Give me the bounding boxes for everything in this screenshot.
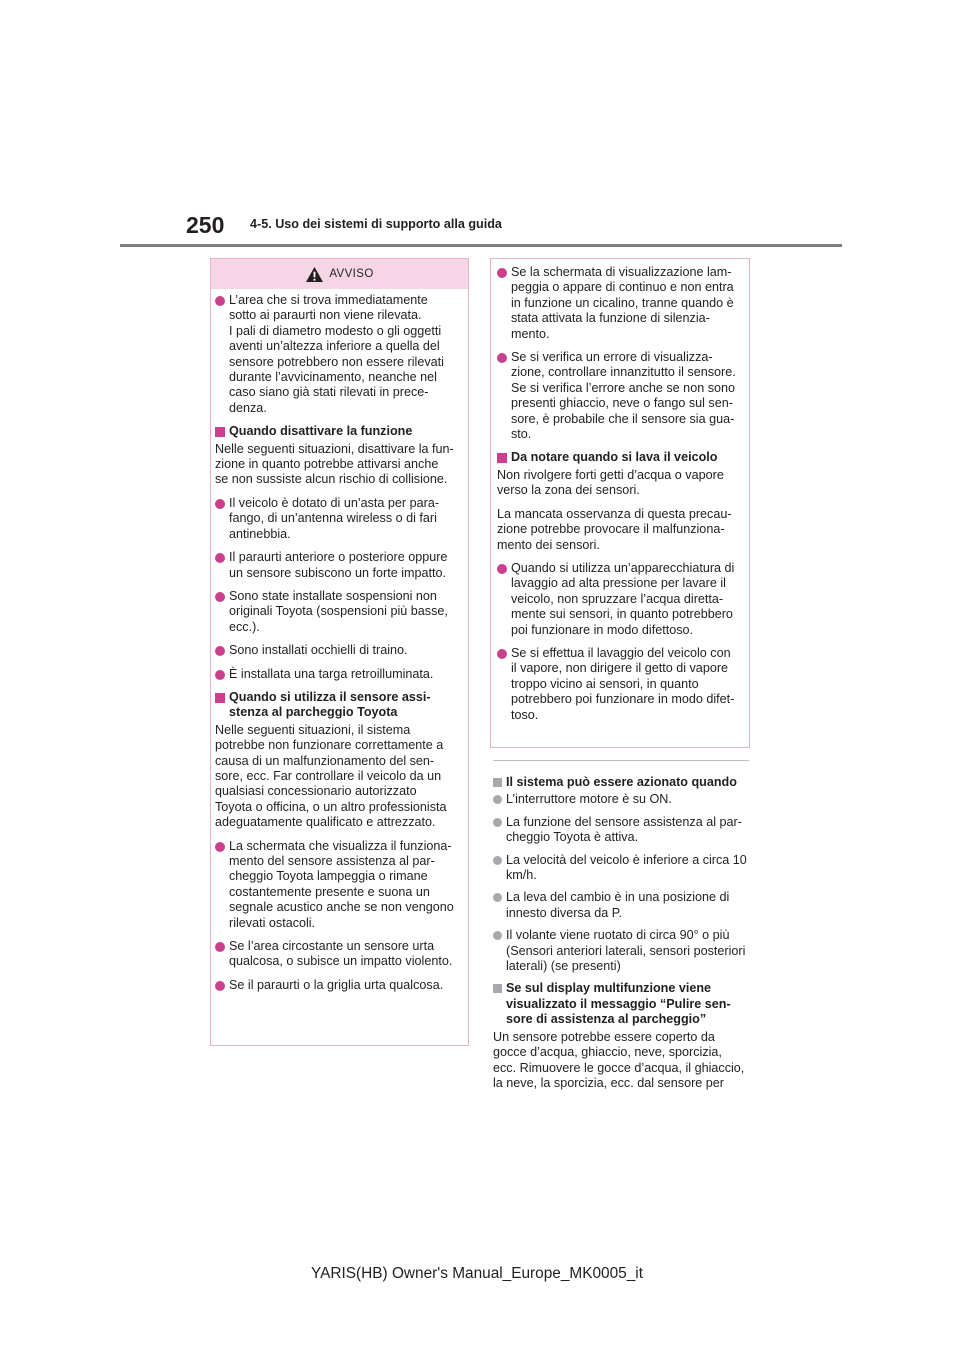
- bullet-item: [493, 890, 755, 921]
- text-line: ecc.).: [229, 619, 260, 634]
- text-line: peggia o appare di continuo e non entra: [511, 280, 734, 295]
- text-line: innesto diversa da P.: [506, 905, 622, 920]
- section-divider: [493, 760, 749, 761]
- body-text: [493, 775, 755, 1099]
- text-line: mento dei sensori.: [497, 537, 600, 552]
- square-bullet-icon: [215, 427, 225, 437]
- text-line: Il veicolo è dotato di un’asta per para-: [229, 495, 440, 510]
- text-line: Sono installati occhielli di traino.: [229, 643, 408, 658]
- header-rule: [120, 244, 842, 247]
- bullet-dot-icon: [497, 353, 507, 363]
- text-line: lavaggio ad alta pressione per lavare il: [511, 576, 726, 591]
- text-line: La velocità del veicolo è inferiore a circa 10: [506, 852, 747, 867]
- text-line: La schermata che visualizza il funziona-: [229, 838, 452, 853]
- bullet-item: [497, 561, 743, 638]
- bullet-item: [497, 350, 743, 442]
- warning-box-header: [211, 259, 468, 289]
- text-line: Toyota o officina, o un altro professionista: [215, 799, 447, 814]
- text-line: adeguatamente qualificato e attrezzato.: [215, 815, 436, 830]
- text-line: antinebbia.: [229, 526, 291, 541]
- text-line: verso la zona dei sensori.: [497, 483, 640, 498]
- text-line: potrebbe non funzionare correttamente a: [215, 738, 444, 753]
- subsection-heading: [497, 450, 743, 465]
- text-line: in funzione un cicalino, tranne quando è: [511, 295, 734, 310]
- text-line: Quando disattivare la funzione: [229, 424, 413, 439]
- text-line: Se si verifica un errore di visualizza-: [511, 350, 713, 365]
- text-line: mento del sensore assistenza al par-: [229, 854, 435, 868]
- square-bullet-icon: [493, 778, 502, 787]
- text-line: denza.: [229, 400, 267, 415]
- text-line: caso siano già stati rilevati in prece-: [229, 385, 429, 400]
- bullet-dot-icon: [493, 818, 502, 827]
- text-line: sotto ai paraurti non viene rilevata.: [229, 308, 422, 323]
- subsection-heading: [215, 690, 462, 721]
- paragraph: [497, 507, 743, 553]
- text-line: segnale acustico anche se non vengono: [229, 900, 454, 915]
- text-line: La funzione del sensore assistenza al par-: [506, 814, 742, 829]
- bullet-dot-icon: [497, 564, 507, 574]
- square-bullet-icon: [493, 984, 502, 993]
- text-line: mente sui sensori, in quanto potrebbero: [511, 607, 733, 622]
- text-line: se non sussiste alcun rischio di collisione.: [215, 472, 448, 487]
- text-line: cheggio Toyota è attiva.: [506, 830, 639, 845]
- text-line: Se si effettua il lavaggio del veicolo con: [511, 645, 731, 660]
- bullet-dot-icon: [215, 553, 225, 563]
- text-line: Nelle seguenti situazioni, il sistema: [215, 722, 411, 737]
- text-line: sore di assistenza al parcheggio”: [506, 1012, 707, 1027]
- bullet-dot-icon: [493, 795, 502, 804]
- text-line: durante l’avvicinamento, neanche nel: [229, 370, 437, 385]
- bullet-item: [493, 792, 755, 807]
- bullet-item: [215, 550, 462, 581]
- subsection-heading: [493, 775, 755, 790]
- text-line: Se sul display multifunzione viene: [506, 981, 712, 996]
- bullet-item: [215, 643, 462, 658]
- bullet-dot-icon: [215, 499, 225, 509]
- text-line: un sensore subiscono un forte impatto.: [229, 565, 447, 580]
- text-line: La leva del cambio è in una posizione di: [506, 890, 730, 905]
- bullet-dot-icon: [215, 296, 225, 306]
- text-line: I pali di diametro modesto o gli oggetti: [229, 323, 442, 338]
- text-line: gocce d’acqua, ghiaccio, neve, sporcizia,: [493, 1045, 722, 1060]
- text-line: zione, controllare innanzitutto il sensore.: [511, 365, 736, 380]
- text-line: costantemente presente e suona un: [229, 884, 430, 899]
- text-line: originali Toyota (sospensioni più basse,: [229, 604, 448, 619]
- continued-warning-box: [490, 258, 750, 748]
- text-line: (Sensori anteriori laterali, sensori posteriori: [506, 943, 746, 958]
- text-line: cheggio Toyota lampeggia o rimane: [229, 869, 428, 884]
- square-bullet-icon: [497, 453, 507, 463]
- text-line: la neve, la sporcizia, ecc. dal sensore per: [493, 1075, 725, 1090]
- bullet-dot-icon: [497, 649, 507, 659]
- text-line: rilevati ostacoli.: [229, 915, 316, 930]
- text-line: km/h.: [506, 868, 537, 883]
- warning-box-label: AVVISO: [329, 268, 374, 280]
- text-line: qualsiasi concessionario autorizzato: [215, 784, 417, 799]
- bullet-dot-icon: [497, 268, 507, 278]
- bullet-dot-icon: [215, 670, 225, 680]
- subsection-heading: [215, 424, 462, 439]
- text-line: Sono state installate sospensioni non: [229, 588, 437, 603]
- bullet-dot-icon: [215, 842, 225, 852]
- text-line: il vapore, non dirigere il getto di vapore: [511, 661, 729, 676]
- text-line: Il sistema può essere azionato quando: [506, 775, 737, 789]
- warning-box-content: [211, 289, 468, 993]
- text-line: Quando si utilizza il sensore assi-: [229, 689, 431, 704]
- text-line: Se la schermata di visualizzazione lam-: [511, 265, 732, 279]
- warning-box: [210, 258, 469, 1046]
- paragraph: [215, 442, 462, 488]
- text-line: sensore potrebbero non essere rilevati: [229, 354, 444, 369]
- text-line: È installata una targa retroilluminata.: [229, 666, 434, 681]
- paragraph: [497, 468, 743, 499]
- bullet-item: [215, 667, 462, 682]
- bullet-item: [497, 646, 743, 723]
- square-bullet-icon: [215, 693, 225, 703]
- continued-box-content: [491, 259, 749, 723]
- bullet-item: [493, 815, 755, 846]
- text-line: qualcosa, o subisce un impatto violento.: [229, 954, 453, 969]
- bullet-item: [215, 939, 462, 970]
- bullet-dot-icon: [215, 592, 225, 602]
- text-line: Quando si utilizza un’apparecchiatura di: [511, 560, 735, 575]
- bullet-item: [493, 928, 755, 974]
- page-number: 250: [186, 212, 225, 238]
- bullet-item: [493, 853, 755, 884]
- bullet-item: [215, 978, 462, 993]
- text-line: zione potrebbe provocare il malfunziona-: [497, 522, 725, 537]
- text-line: poi funzionare in modo difettoso.: [511, 622, 694, 637]
- bullet-dot-icon: [215, 981, 225, 991]
- bullet-item: [497, 265, 743, 342]
- section-title: 4-5. Uso dei sistemi di supporto alla guida: [250, 217, 502, 231]
- text-line: causa di un malfunzionamento del sen-: [215, 753, 435, 768]
- bullet-dot-icon: [215, 646, 225, 656]
- text-line: L’interruttore motore è su ON.: [506, 792, 672, 807]
- text-line: Se si verifica l’errore anche se non sono: [511, 380, 736, 395]
- text-line: L’area che si trova immediatamente: [229, 293, 428, 307]
- bullet-dot-icon: [215, 942, 225, 952]
- text-line: sto.: [511, 427, 532, 442]
- paragraph: [493, 1030, 755, 1092]
- warning-triangle-icon: [305, 266, 324, 283]
- text-line: Se il paraurti o la griglia urta qualcosa.: [229, 977, 444, 992]
- bullet-item: [215, 496, 462, 542]
- text-line: troppo vicino ai sensori, in quanto: [511, 676, 699, 691]
- bullet-dot-icon: [493, 931, 502, 940]
- text-line: aventi un’altezza inferiore a quella del: [229, 339, 440, 354]
- bullet-item: [215, 293, 462, 416]
- text-line: fango, di un’antenna wireless o di fari: [229, 511, 437, 526]
- text-line: Il paraurti anteriore o posteriore oppure: [229, 550, 448, 565]
- bullet-item: [215, 839, 462, 931]
- text-line: Il volante viene ruotato di circa 90° o più: [506, 928, 730, 943]
- text-line: stenza al parcheggio Toyota: [229, 705, 398, 720]
- text-line: La mancata osservanza di questa precau-: [497, 506, 732, 521]
- text-line: Se l’area circostante un sensore urta: [229, 939, 435, 954]
- bullet-dot-icon: [493, 893, 502, 902]
- text-line: zione in quanto potrebbe attivarsi anche: [215, 457, 439, 472]
- subsection-heading: [493, 981, 755, 1027]
- text-line: sore, è probabile che il sensore sia gua-: [511, 411, 735, 426]
- footer-manual-id: YARIS(HB) Owner's Manual_Europe_MK0005_it: [311, 1265, 643, 1282]
- text-line: potrebbero poi funzionare in modo difet-: [511, 692, 735, 707]
- text-line: Da notare quando si lava il veicolo: [511, 450, 718, 465]
- bullet-dot-icon: [493, 856, 502, 865]
- text-line: presenti ghiaccio, neve o fango sul sen-: [511, 396, 733, 411]
- text-line: visualizzato il messaggio “Pulire sen-: [506, 996, 731, 1011]
- text-line: Non rivolgere forti getti d’acqua o vapore: [497, 467, 724, 482]
- text-line: toso.: [511, 707, 539, 722]
- text-line: sore, ecc. Far controllare il veicolo da un: [215, 768, 442, 783]
- text-line: laterali) (se presenti): [506, 959, 621, 974]
- text-line: Un sensore potrebbe essere coperto da: [493, 1029, 715, 1044]
- text-line: mento.: [511, 326, 550, 341]
- text-line: veicolo, non spruzzare l’acqua diretta-: [511, 591, 724, 606]
- paragraph: [215, 723, 462, 831]
- bullet-item: [215, 589, 462, 635]
- text-line: Nelle seguenti situazioni, disattivare la fun-: [215, 441, 454, 456]
- text-line: stata attivata la funzione di silenzia-: [511, 311, 710, 326]
- text-line: ecc. Rimuovere le gocce d’acqua, il ghiaccio,: [493, 1060, 745, 1075]
